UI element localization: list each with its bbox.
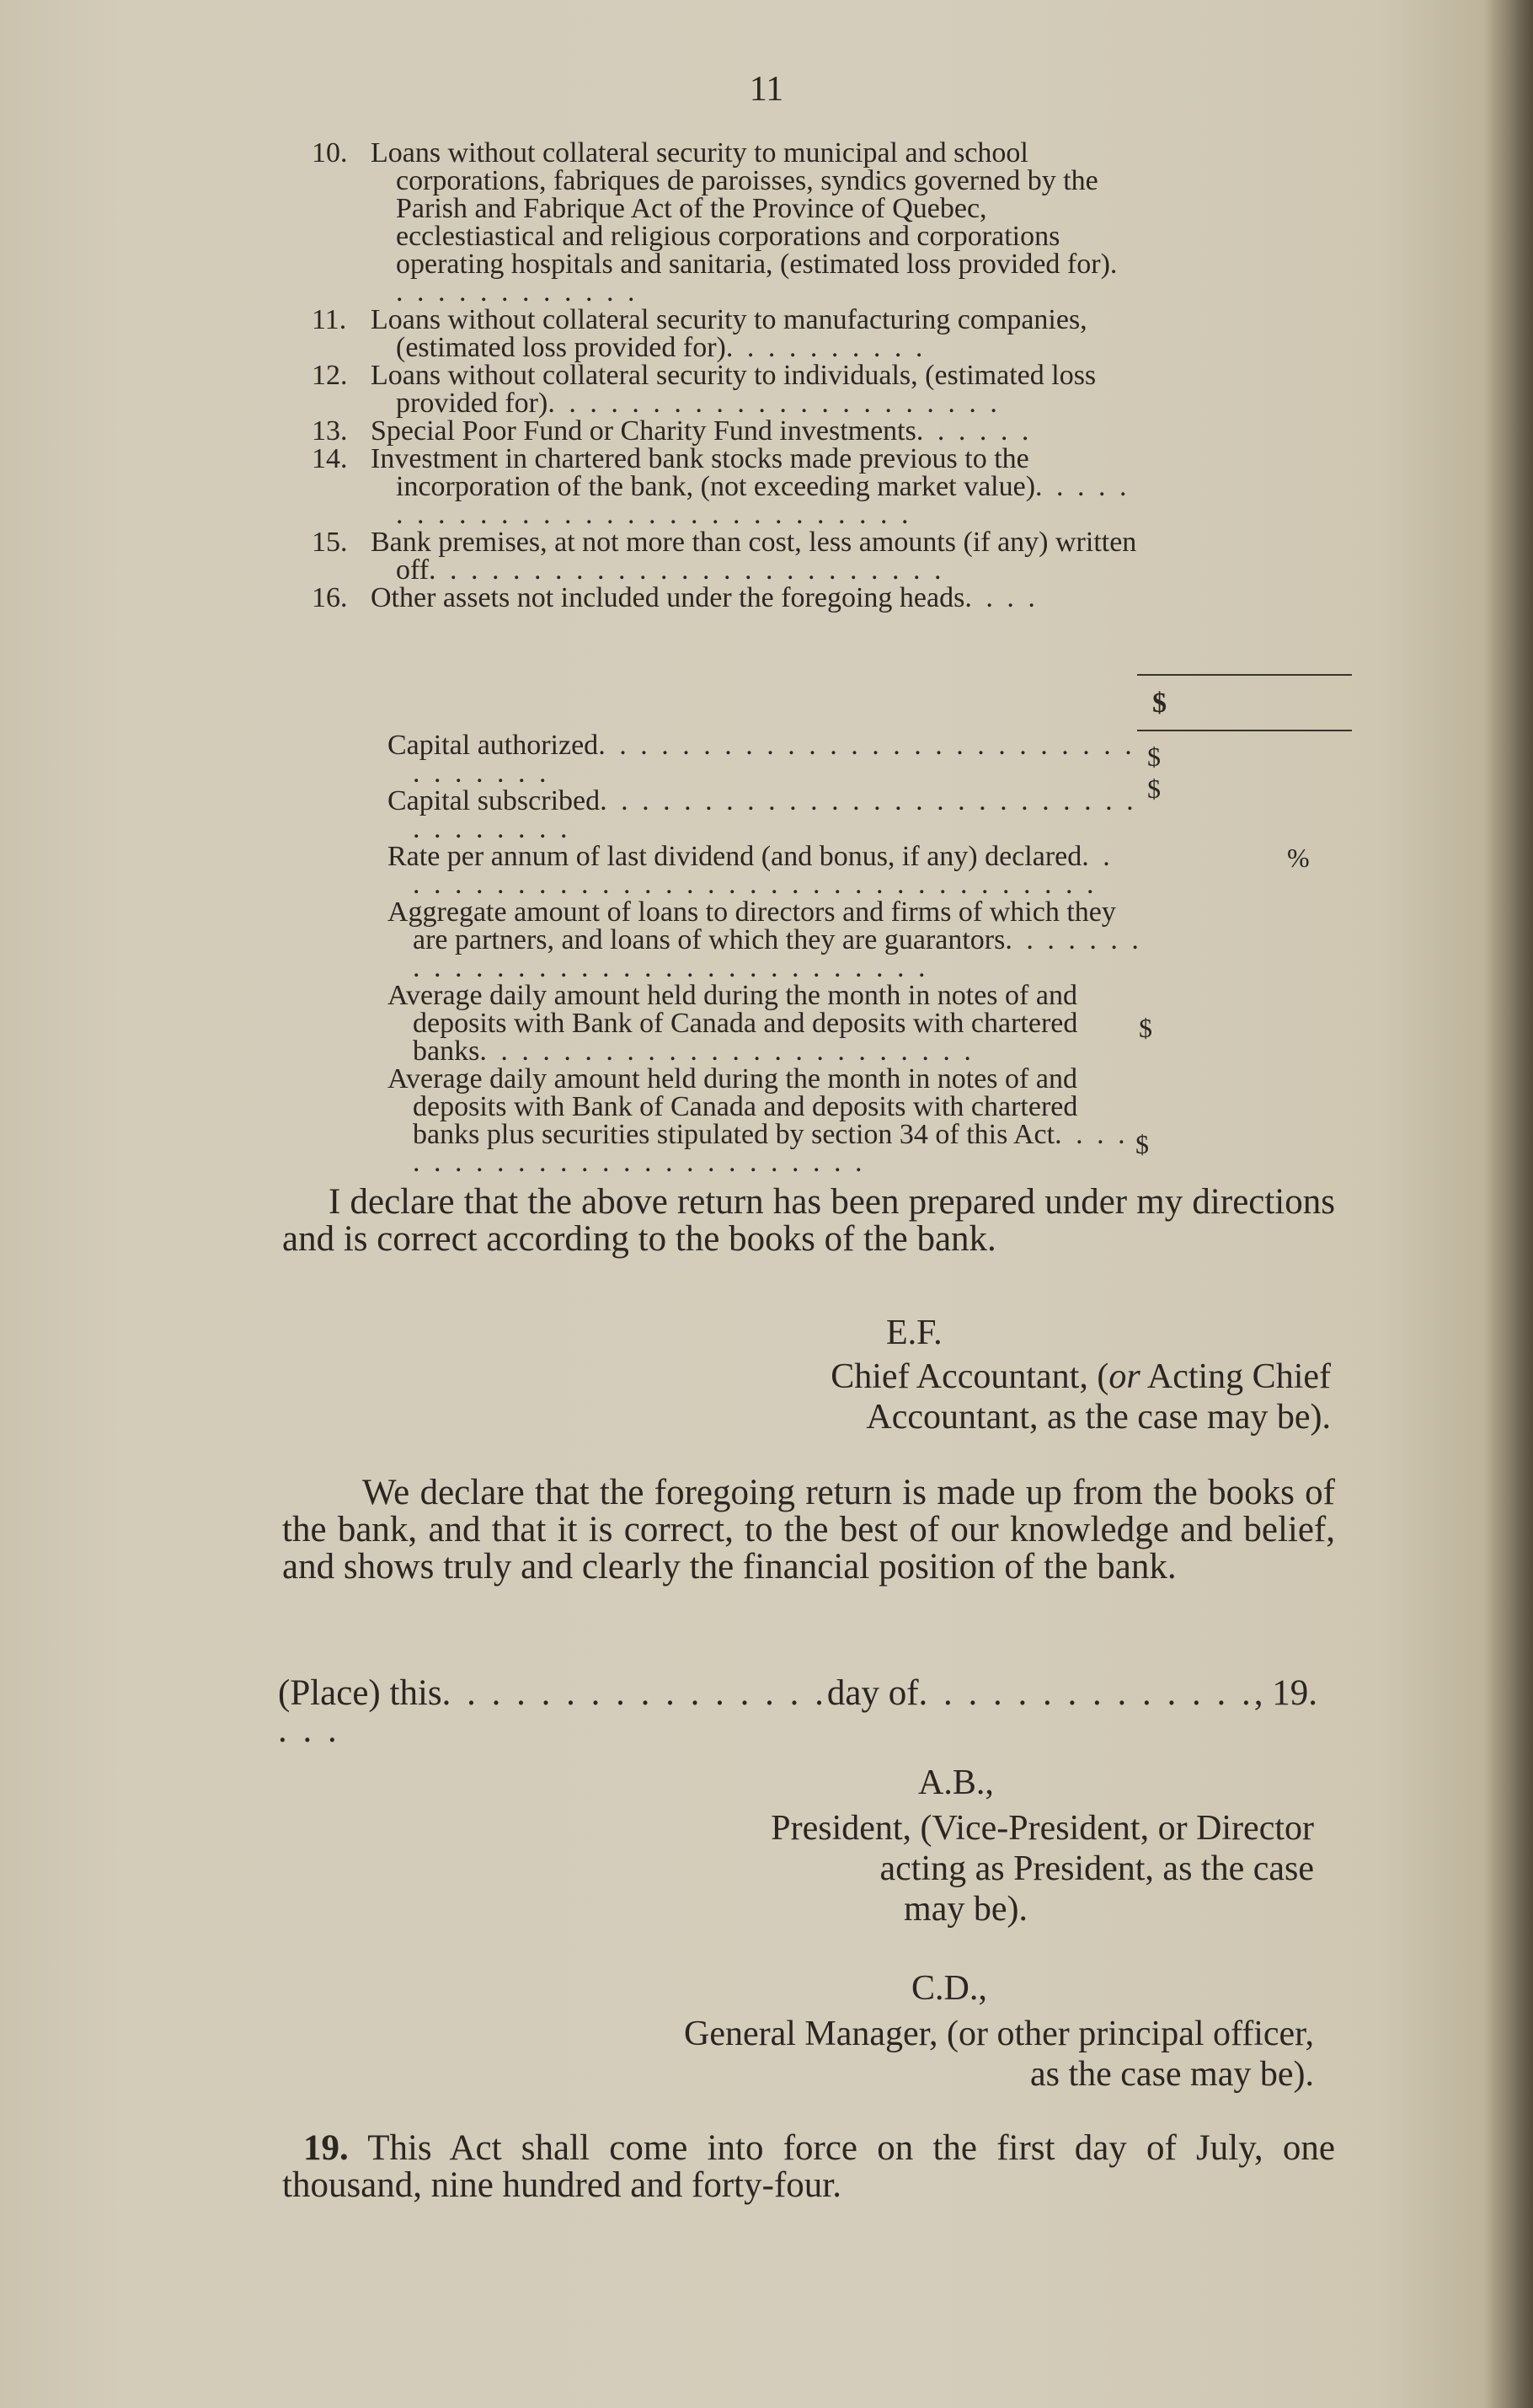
book-spine-shadow	[1482, 0, 1533, 2408]
capital-information	[387, 731, 1146, 1176]
average-daily-holdings-unit: $	[1139, 1013, 1152, 1043]
signer-ef-initials: E.F.	[886, 1314, 943, 1352]
signer-ab-title: President, (Vice-President, or Director acting as President, as the case may be).	[771, 1809, 1314, 1929]
average-daily-holdings-row: Average daily amount held during the month in notes of and deposits with Bank of Canada and deposits with chartered banks. . . . . . . . . . . . . . . . . . . . . . . .	[387, 980, 1078, 1067]
total-dollar-sign: $	[1152, 688, 1167, 719]
signer-ef-title: Chief Accountant, (or Acting Chief Accountant, as the case may be).	[831, 1357, 1331, 1437]
schedule-item-15: 15. Bank premises, at not more than cost, less amounts (if any) written off. . . . . . . . . . . . . . . . . . . . . . . . .	[312, 527, 1137, 586]
total-column	[1137, 674, 1352, 731]
capital-authorized-unit: $	[1147, 741, 1161, 772]
schedule-item-14: 14. Investment in chartered bank stocks made previous to the incorporation of the bank, (not exceeding market value). . . . . . . . . . . . . . . . . . . . . . . . . . . . . .	[312, 443, 1130, 530]
capital-subscribed-unit: $	[1147, 773, 1161, 804]
director-loans-row: Aggregate amount of loans to directors and firms of which they are partners, and loans of which they are guarantors. . . . . . . . . . . . . . . . . . . . . . . . . . . . . . . .	[387, 896, 1142, 983]
signer-cd-title: General Manager, (or other principal officer, as the case may be).	[683, 2015, 1314, 2094]
section-19: 19. This Act shall come into force on the first day of July, one thousand, nine hundred and forty-four.	[282, 2128, 1335, 2205]
schedule-item-11: 11. Loans without collateral security to manufacturing companies, (estimated loss provided for). . . . . . . . . .	[312, 304, 1087, 363]
schedule-item-13: 13. Special Poor Fund or Charity Fund investments. . . . . .	[312, 415, 1033, 447]
total-rule-top	[1137, 674, 1352, 676]
average-daily-holdings-securities-row: Average daily amount held during the month in notes of and deposits with Bank of Canada and deposits with chartered banks plus securities stipulated by section 34 of this Act. . . . . . . . . . . . . . . . . . . . . . . . . .	[387, 1063, 1129, 1178]
declaration-accountant: I declare that the above return has been prepared under my directions and is correct according to the books of the bank.	[282, 1182, 1335, 1259]
capital-subscribed-row: Capital subscribed. . . . . . . . . . . . . . . . . . . . . . . . . . . . . . . . . .	[387, 785, 1137, 844]
signer-cd-initials: C.D.,	[911, 1969, 987, 2008]
page-number: 11	[749, 70, 784, 109]
schedule-item-10: 10. Loans without collateral security to municipal and school corporations, fabriques de paroisses, syndics governed by the Parish and Fabrique Act of the Province of Quebec, ecclestiastical and religious corporations and corporations operating hospitals and sanitaria, (estimated loss provided for). . . . . . . . . . . . .	[312, 137, 1121, 308]
capital-authorized-row: Capital authorized. . . . . . . . . . . . . . . . . . . . . . . . . . . . . . . . .	[387, 730, 1135, 789]
declaration-directors: We declare that the foregoing return is made up from the books of the bank, and that it is correct, to the best of our knowledge and belief, and shows truly and clearly the financial position of the bank.	[282, 1473, 1335, 1587]
total-rule-bottom	[1137, 730, 1352, 731]
place-date-line: (Place) this. . . . . . . . . . . . . . . .day of. . . . . . . . . . . . . ., 19. . . .	[278, 1673, 1322, 1750]
average-daily-holdings-securities-unit: $	[1135, 1129, 1149, 1159]
assets-schedule	[312, 139, 1137, 612]
schedule-item-12: 12. Loans without collateral security to individuals, (estimated loss provided for). . . . . . . . . . . . . . . . . . . . . .	[312, 360, 1097, 419]
dividend-rate-unit: %	[1287, 843, 1310, 873]
signer-ab-initials: A.B.,	[918, 1763, 994, 1802]
schedule-item-16: 16. Other assets not included under the foregoing heads. . . .	[312, 582, 1039, 613]
dividend-rate-row: Rate per annum of last dividend (and bonus, if any) declared. . . . . . . . . . . . . . . . . . . . . . . . . . . . . . . . . . .	[387, 841, 1114, 900]
